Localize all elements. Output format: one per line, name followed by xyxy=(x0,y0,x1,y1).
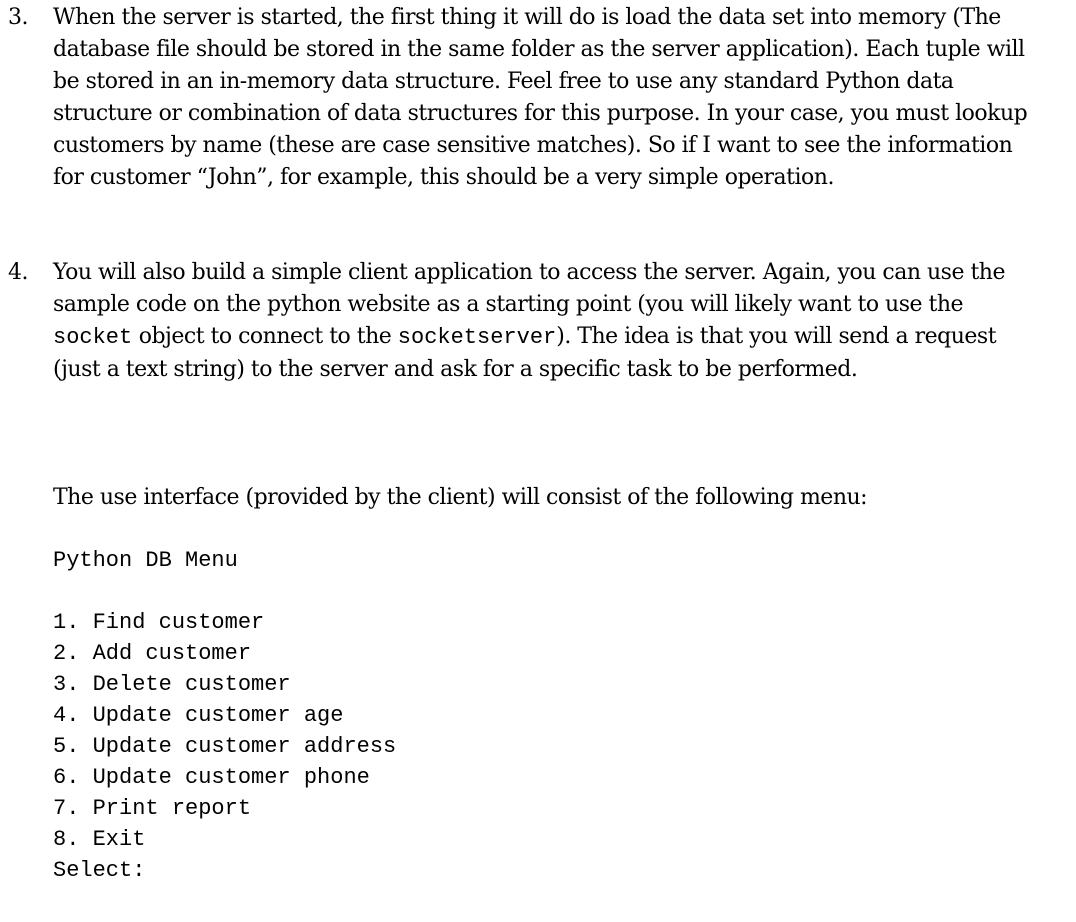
interface-intro: The use interface (provided by the client) will consist of the following menu: xyxy=(53,485,868,510)
text-line: customers by name (these are case sensitive matches). So if I want to see the information xyxy=(53,133,1013,158)
text-fragment: object to connect to the xyxy=(132,324,398,349)
menu-item: 2. Add customer xyxy=(53,641,252,666)
paragraph-server-startup xyxy=(53,2,1063,194)
text-line: (just a text string) to the server and ask for a specific task to be performed. xyxy=(53,357,858,382)
list-number: 4. xyxy=(8,260,28,285)
menu-title: Python DB Menu xyxy=(53,548,238,573)
menu-item: 8. Exit xyxy=(53,827,146,852)
text-line: database file should be stored in the same folder as the server application). Each tuple will xyxy=(53,37,1025,62)
list-number: 3. xyxy=(8,5,28,30)
menu-item: 4. Update customer age xyxy=(53,703,344,728)
text-line: When the server is started, the first thing it will do is load the data set into memory (The xyxy=(53,5,1001,30)
menu-list xyxy=(53,607,396,855)
paragraph-client-app xyxy=(53,257,1063,386)
select-prompt: Select: xyxy=(53,858,146,883)
menu-item: 1. Find customer xyxy=(53,610,265,635)
menu-item: 6. Update customer phone xyxy=(53,765,370,790)
text-line: sample code on the python website as a starting point (you will likely want to use the xyxy=(53,292,964,317)
menu-item: 3. Delete customer xyxy=(53,672,291,697)
text-fragment: ). The idea is that you will send a request xyxy=(556,324,997,349)
menu-item: 5. Update customer address xyxy=(53,734,397,759)
inline-code-socket: socket xyxy=(53,325,133,350)
menu-item: 7. Print report xyxy=(53,796,252,821)
text-line-with-code xyxy=(53,321,1063,354)
text-line: structure or combination of data structures for this purpose. In your case, you must lookup xyxy=(53,101,1028,126)
text-line: be stored in an in-memory data structure. Feel free to use any standard Python data xyxy=(53,69,954,94)
text-line: for customer “John”, for example, this should be a very simple operation. xyxy=(53,165,834,190)
text-line: You will also build a simple client application to access the server. Again, you can use the xyxy=(53,260,1005,285)
inline-code-socketserver: socketserver xyxy=(397,325,557,350)
